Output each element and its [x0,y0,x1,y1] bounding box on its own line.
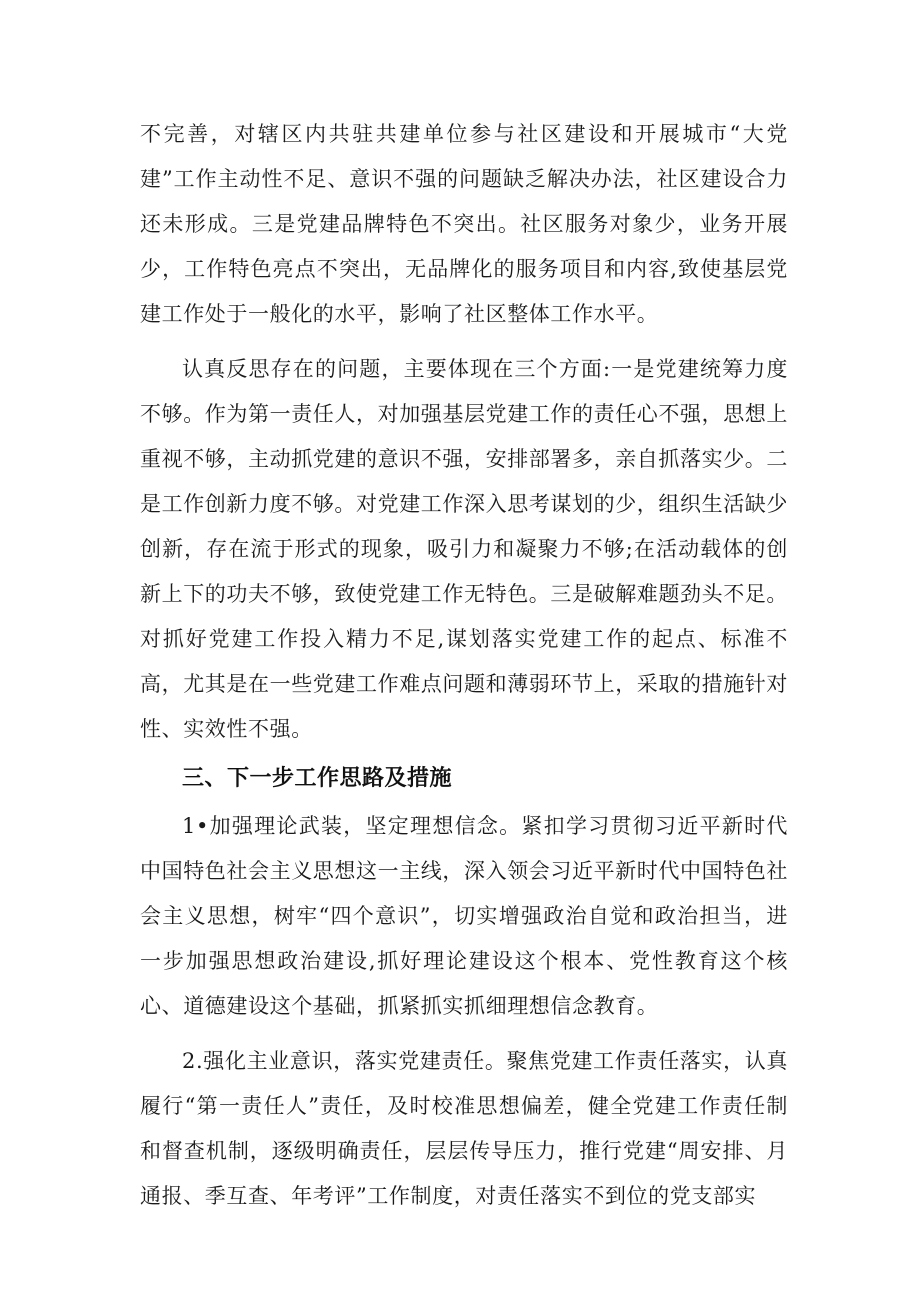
list-item-1: 1•加强理论武装，坚定理想信念。紧扣学习贯彻习近平新时代中国特色社会主义思想这一主线，深入领会习近平新时代中国特色社会主义思想，树牢“四个意识”，切实增强政治自觉和政治担当，进一步加强思想政治建设,抓好理论建设这个根本、党性教育这个核心、道德建设这个基础，抓紧抓实抓细理想信念教育。 [140,814,788,1018]
paragraph-reflection: 认真反思存在的问题，主要体现在三个方面:一是党建统筹力度不够。作为第一责任人，对加强基层党建工作的责任心不强，思想上重视不够，主动抓党建的意识不强，安排部署多，亲自抓落实少。二是工作创新力度不够。对党建工作深入思考谋划的少，组织生活缺少创新，存在流于形式的现象，吸引力和凝聚力不够;在活动载体的创新上下的功夫不够，致使党建工作无特色。三是破解难题劲头不足。对抓好党建工作投入精力不足,谋划落实党建工作的起点、标准不高，尤其是在一些党建工作难点问题和薄弱环节上，采取的措施针对性、实效性不强。 [140,357,788,741]
section-heading: 三、下一步工作思路及措施 [182,766,453,791]
paragraph-continued: 不完善，对辖区内共驻共建单位参与社区建设和开展城市“大党建”工作主动性不足、意识不强的问题缺乏解决办法，社区建设合力还未形成。三是党建品牌特色不突出。社区服务对象少，业务开展少，工作特色亮点不突出，无品牌化的服务项目和内容,致使基层党建工作处于一般化的水平，影响了社区整体工作水平。 [140,122,788,326]
document-body [140,112,788,1219]
list-item-2: 2.强化主业意识，落实党建责任。聚焦党建工作责任落实，认真履行“第一责任人”责任，及时校准思想偏差，健全党建工作责任制和督查机制，逐级明确责任，层层传导压力，推行党建“周安排、月通报、季互查、年考评”工作制度，对责任落实不到位的党支部实 [140,1049,788,1208]
